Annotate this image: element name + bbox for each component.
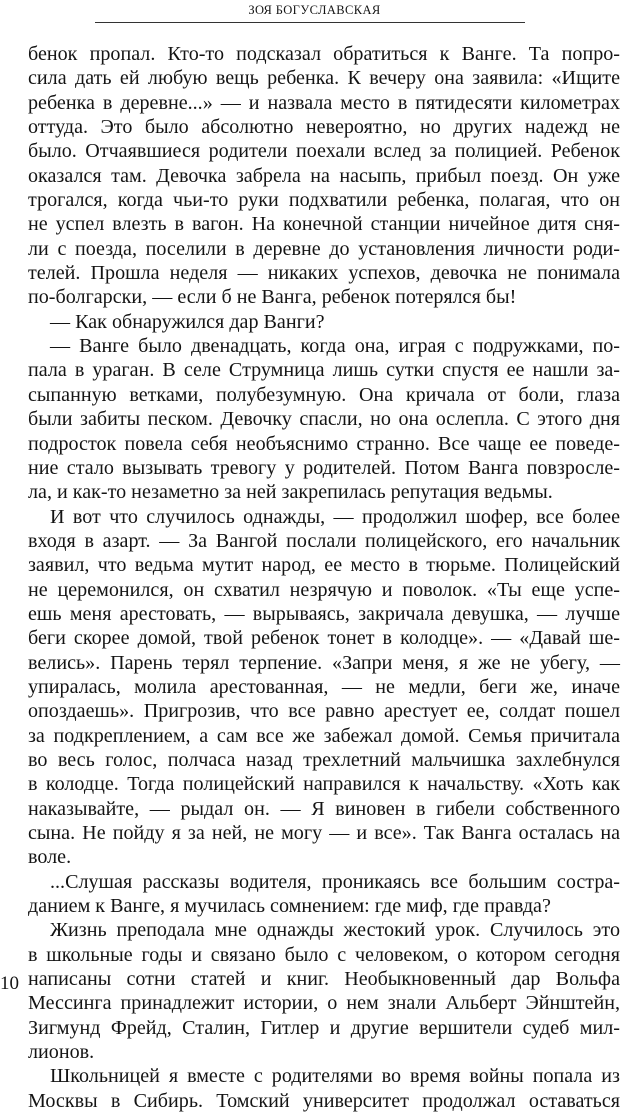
text-line: наказывайте, — рыдал он. — Я виновен в гибели собственного (28, 797, 620, 820)
text-line: бенок пропал. Кто-то подсказал обратиться к Ванге. Та попро- (28, 43, 620, 65)
text-line: сына. Не пойду я за ней, не могу — и все». Так Ванга осталась на (28, 822, 620, 844)
body-text (28, 42, 620, 1113)
text-line: опоздаешь». Пригрозив, что все равно арестует ее, солдат пошел (28, 700, 620, 723)
text-line: сила дать ей любую вещь ребенка. К вечеру она заявила: «Ищите (28, 67, 620, 90)
text-line: заявил, что ведьма мутит народ, ее место в тюрьме. Полицейский (28, 554, 620, 577)
text-line: оттуда. Это было абсолютно невероятно, но других надежд не (28, 116, 620, 139)
text-line: воле. (28, 846, 72, 869)
text-line: — Ванге было двенадцать, когда она, играя с подружками, по- (50, 335, 620, 358)
page-number: 10 (0, 973, 19, 994)
text-line: сыпанную ветками, полубезумную. Она кричала от боли, глаза (28, 383, 620, 406)
text-line: в колодце. Тогда полицейский направился к начальству. «Хоть как (28, 773, 620, 796)
text-line: не успел влезть в вагон. На конечной станции ничейное дитя сня- (28, 213, 620, 236)
text-line: Школьницей я вместе с родителями во время войны попала из (50, 1065, 620, 1088)
text-line: Жизнь преподала мне однажды жестокий урок. Случилось это (50, 919, 620, 942)
text-line: не церемонился, он схватил незрячую и поволок. «Ты еще успе- (28, 578, 620, 601)
text-line: ребенка в деревне...» — и назвала место в пятидесяти километрах (28, 91, 620, 114)
header-rule (95, 22, 525, 23)
text-line: пала в ураган. В селе Струмница лишь сутки спустя ее нашли за- (28, 359, 620, 382)
text-line: лионов. (28, 1041, 95, 1064)
text-line: ...Слушая рассказы водителя, проникаясь все большим состра- (50, 870, 620, 893)
text-line: оказался там. Девочка забрела на насыпь, прибыл поезд. Он уже (28, 164, 620, 187)
text-line: входя в азарт. — За Вангой послали полицейского, его начальник (28, 529, 620, 552)
text-line: Москвы в Сибирь. Томский университет продолжал оставаться (28, 1089, 620, 1112)
text-line: велись». Парень терял терпение. «Запри меня, я же не убегу, — (28, 651, 620, 674)
running-head: ЗОЯ БОГУСЛАВСКАЯ (248, 3, 381, 17)
text-line: во весь голос, полчаса назад трехлетний мальчишка захлебнулся (28, 748, 620, 771)
text-line: ли с поезда, поселили в деревне до установления личности роди- (28, 237, 620, 260)
text-line: по-болгарски, — если б не Ванга, ребенок потерялся бы! (28, 286, 517, 309)
text-line: подросток повела себя необъяснимо странно. Все чаще ее поведе- (28, 432, 620, 455)
text-line: телей. Прошла неделя — никаких успехов, девочка не понимала (28, 262, 620, 285)
text-line: ние стало вызывать тревогу у родителей. Потом Ванга повзросле- (28, 456, 620, 479)
text-line: были забиты песком. Девочку спасли, но она ослепла. С этого дня (28, 408, 620, 431)
text-line: — Как обнаружился дар Ванги? (50, 310, 325, 333)
text-line: ешь меня арестовать, — вырываясь, закричала девушка, — лучше (28, 602, 620, 625)
text-line: за подкреплением, а сам все же забежал домой. Семья причитала (28, 724, 620, 747)
text-line: Мессинга принадлежит истории, о нем знали Альберт Эйнштейн, (28, 992, 620, 1015)
text-line: трогался, когда чьи-то руки подхватили ребенка, полагая, что он (28, 189, 620, 212)
text-line: беги скорее домой, твой ребенок тонет в колодце». — «Давай ше- (28, 627, 620, 650)
text-line: в школьные годы и связано было с человеком, о котором сегодня (28, 943, 620, 966)
text-line: И вот что случилось однажды, — продолжил шофер, все более (50, 505, 620, 528)
text-line: упиралась, молила арестованная, — не медли, беги же, иначе (28, 675, 620, 698)
text-line: данием к Ванге, я мучилась сомнением: где миф, где правда? (28, 895, 551, 918)
text-line: написаны сотни статей и книг. Необыкновенный дар Вольфа (28, 968, 620, 991)
text-line: Зигмунд Фрейд, Сталин, Гитлер и другие вершители судеб мил- (28, 1016, 620, 1039)
text-line: было. Отчаявшиеся родители поехали вслед за полицией. Ребенок (28, 140, 620, 163)
text-line: ла, и как-то незаметно за ней закрепилась репутация ведьмы. (28, 481, 553, 504)
